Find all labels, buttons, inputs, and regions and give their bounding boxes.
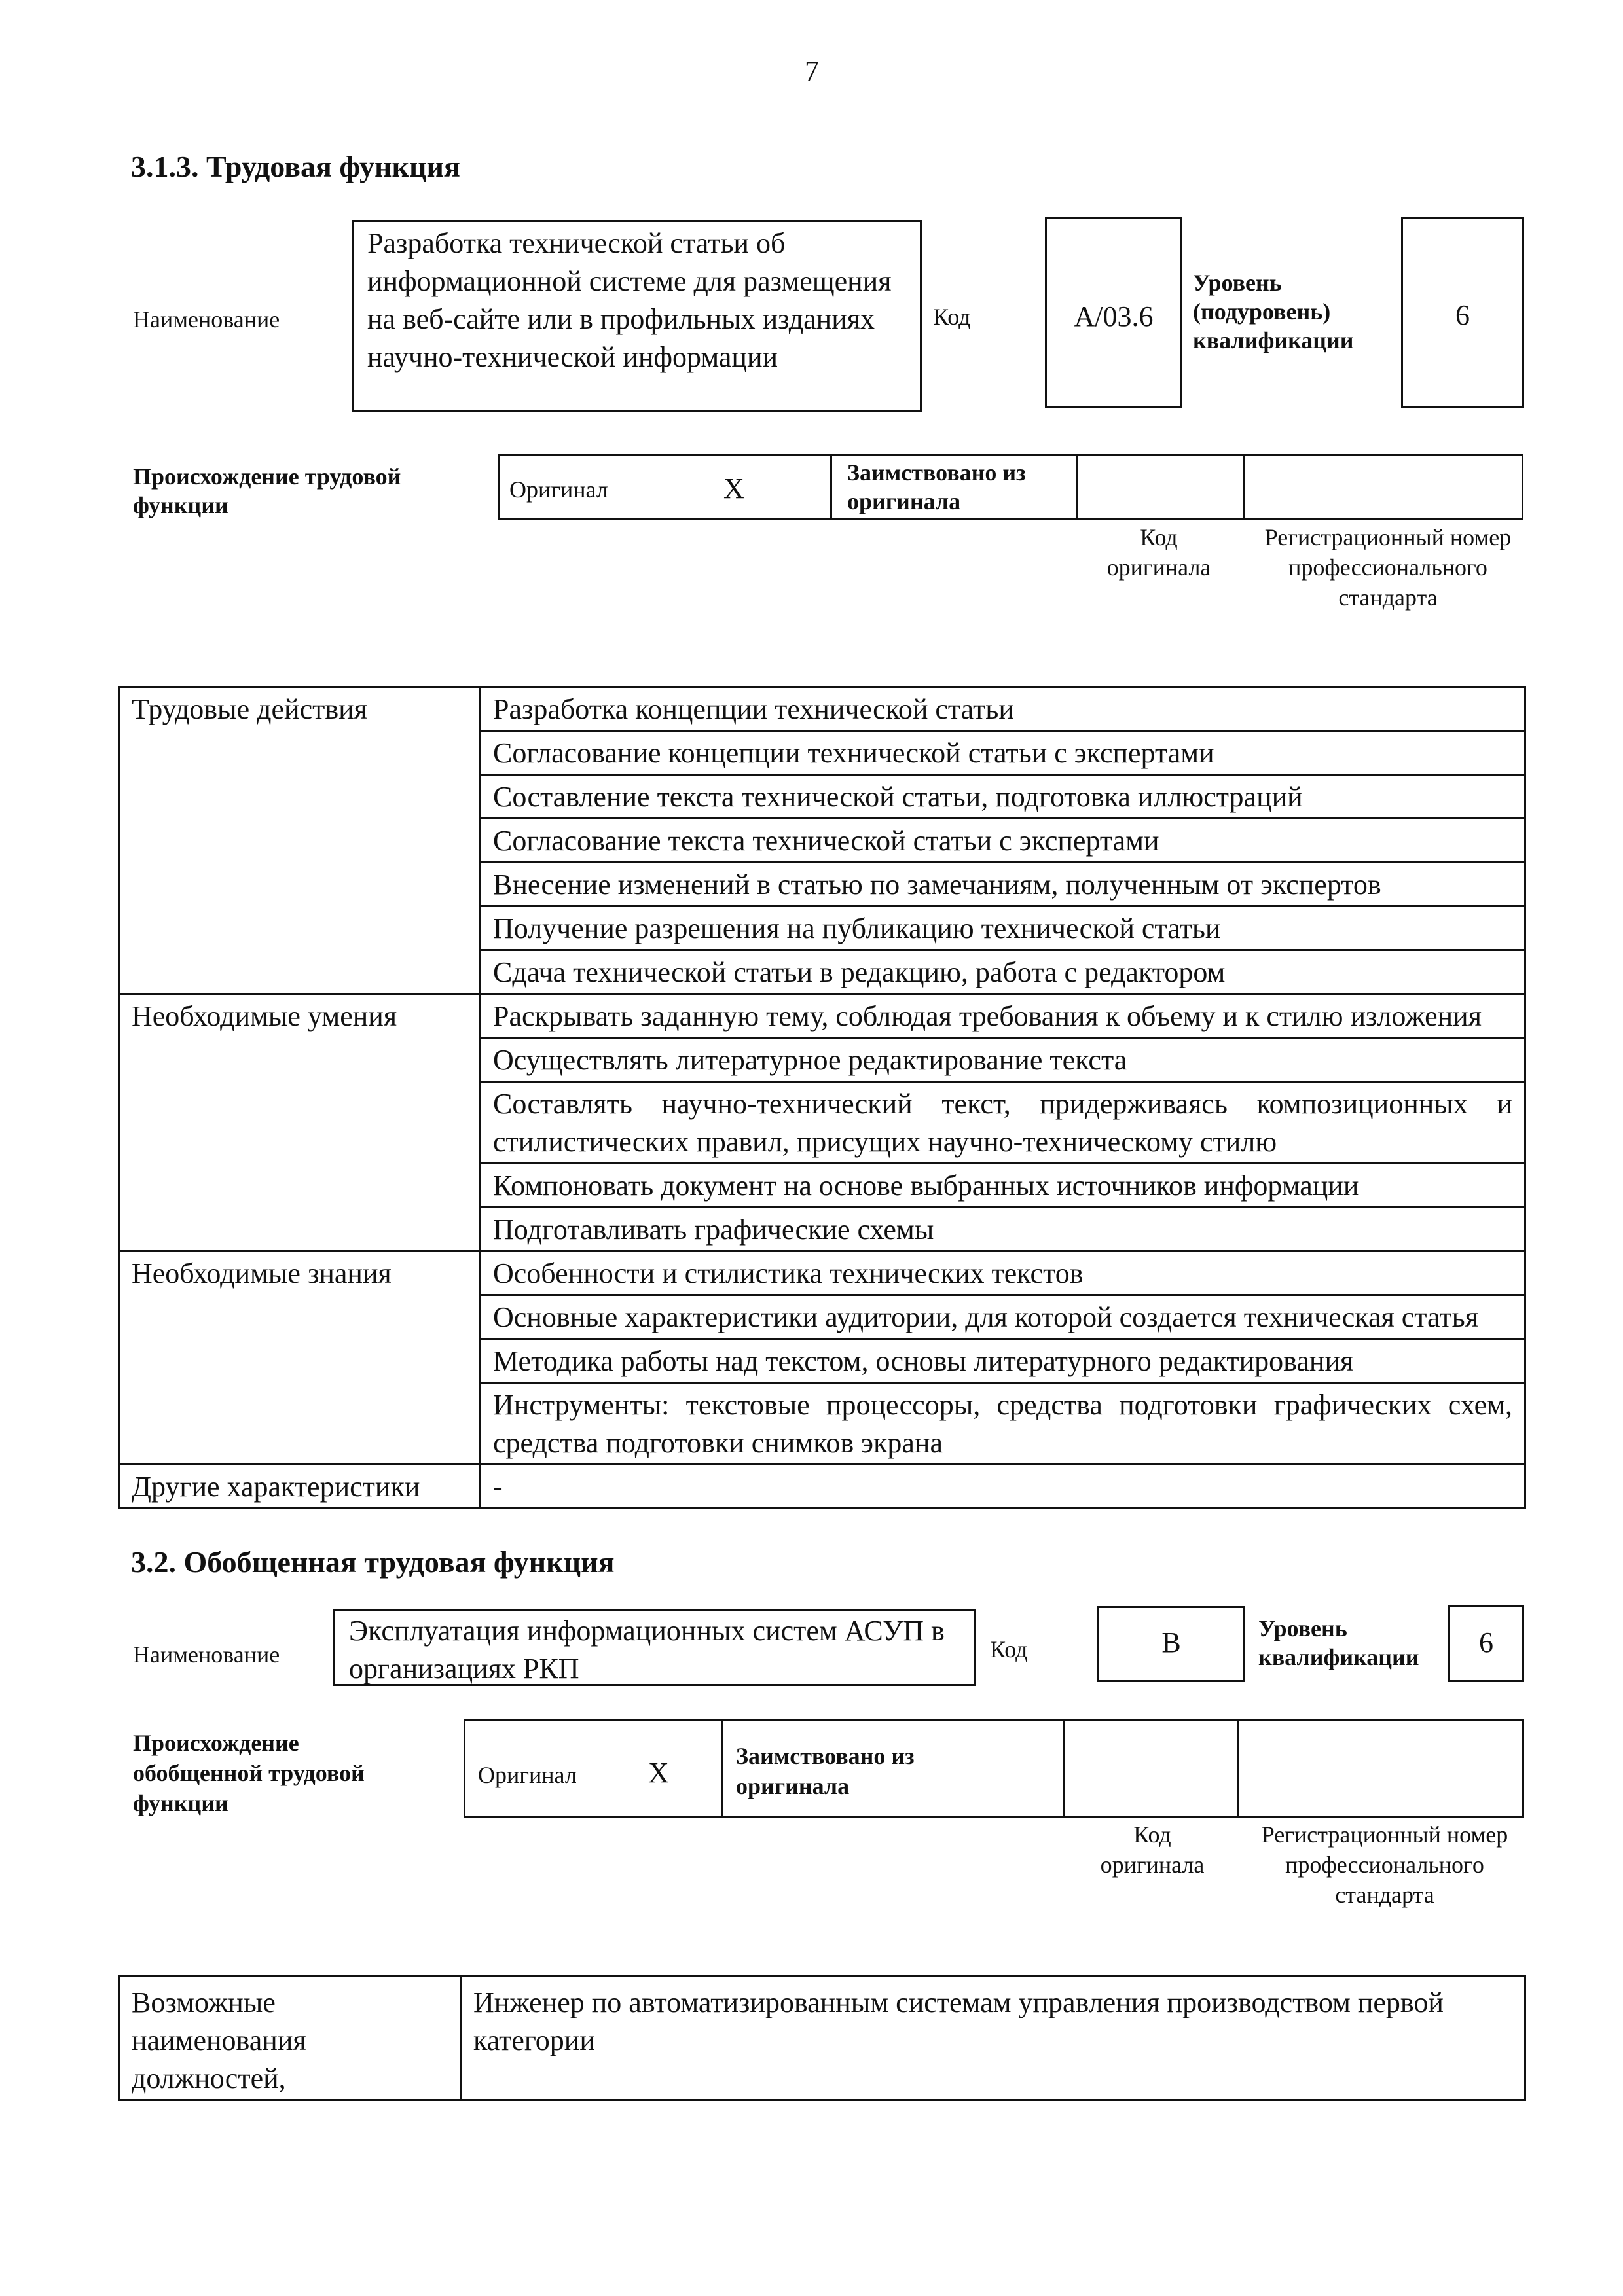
origin-label-2: Происхождение обобщенной трудовой функции (133, 1730, 365, 1816)
group-item: Согласование концепции технической статьи с экспертами (481, 731, 1525, 775)
level-label-2: Уровень квалификации (1258, 1615, 1419, 1670)
group-item: Подготавливать графические схемы (481, 1208, 1525, 1251)
divider (830, 454, 832, 520)
code-label-2: Код (990, 1636, 1028, 1662)
positions-value: Инженер по автоматизированным системам управления производством первой категории (461, 1977, 1525, 2100)
original-label-1: Оригинал (509, 476, 608, 503)
section-heading-1: 3.1.3. Трудовая функция (131, 150, 460, 183)
borrowed-label-1: Заимствовано из оригинала (847, 459, 1026, 514)
table-row (119, 1251, 1525, 1295)
group-item: Составление текста технической статьи, подготовка иллюстраций (481, 775, 1525, 819)
divider (1063, 1719, 1065, 1818)
code-original-caption-1: Код оригинала (1106, 524, 1211, 581)
group-item: Инструменты: текстовые процессоры, средства подготовки графических схем, средства подготовки снимков экрана (481, 1383, 1525, 1465)
divider (1076, 454, 1078, 520)
name-label-1: Наименование (133, 306, 280, 332)
positions-table (118, 1975, 1526, 2101)
original-label-2: Оригинал (478, 1762, 577, 1788)
group-item: Получение разрешения на публикацию технической статьи (481, 906, 1525, 950)
group-item: Сдача технической статьи в редакцию, работа с редактором (481, 950, 1525, 994)
code-label-1: Код (933, 304, 971, 330)
level-label-1: Уровень (подуровень) квалификации (1193, 270, 1354, 353)
group-label: Необходимые умения (119, 994, 481, 1251)
code-value-1: A/03.6 (1045, 217, 1182, 408)
original-mark-2: X (648, 1757, 669, 1789)
level-value-1: 6 (1401, 217, 1524, 408)
name-value-2: Эксплуатация информационных систем АСУП в организациях РКП (333, 1609, 976, 1686)
origin-row-2 (464, 1719, 1524, 1818)
group-item: Согласование текста технической статьи с экспертами (481, 819, 1525, 863)
table-row (119, 1465, 1525, 1509)
reg-number-caption-1: Регистрационный номер профессионального стандарта (1264, 524, 1512, 611)
name-label-2: Наименование (133, 1641, 280, 1668)
reg-number-caption-2: Регистрационный номер профессионального стандарта (1261, 1821, 1508, 1908)
code-original-caption-2: Код оригинала (1100, 1821, 1205, 1878)
group-label: Трудовые действия (119, 687, 481, 994)
section-heading-2: 3.2. Обобщенная трудовая функция (131, 1545, 615, 1579)
table-row (119, 1977, 1525, 2100)
group-item: Составлять научно-технический текст, придерживаясь композиционных и стилистических правил, присущих научно-техническому стилю (481, 1082, 1525, 1164)
code-value-2: B (1097, 1606, 1245, 1682)
borrowed-label-2: Заимствовано из оригинала (736, 1743, 915, 1799)
divider (721, 1719, 723, 1818)
group-item: Внесение изменений в статью по замечаниям, полученным от экспертов (481, 863, 1525, 906)
group-item: Компоновать документ на основе выбранных источников информации (481, 1164, 1525, 1208)
name-value-1: Разработка технической статьи об информационной системе для размещения на веб-сайте или в профильных изданиях научно-технической информации (352, 220, 922, 412)
table-row (119, 687, 1525, 731)
group-item: Осуществлять литературное редактирование текста (481, 1038, 1525, 1082)
other-value: - (481, 1465, 1525, 1509)
table-row (119, 994, 1525, 1038)
group-item: Основные характеристики аудитории, для которой создается техническая статья (481, 1295, 1525, 1339)
group-item: Методика работы над текстом, основы литературного редактирования (481, 1339, 1525, 1383)
divider (1243, 454, 1245, 520)
positions-label: Возможные наименования должностей, (119, 1977, 461, 2100)
divider (1237, 1719, 1239, 1818)
original-mark-1: X (723, 473, 744, 505)
other-label: Другие характеристики (119, 1465, 481, 1509)
origin-label-1: Происхождение трудовой функции (133, 463, 401, 518)
group-label: Необходимые знания (119, 1251, 481, 1465)
labor-function-table (118, 686, 1526, 1509)
level-value-2: 6 (1448, 1605, 1524, 1682)
page-number: 7 (805, 55, 819, 87)
group-item: Особенности и стилистика технических текстов (481, 1251, 1525, 1295)
group-item: Раскрывать заданную тему, соблюдая требования к объему и к стилю изложения (481, 994, 1525, 1038)
group-item: Разработка концепции технической статьи (481, 687, 1525, 731)
